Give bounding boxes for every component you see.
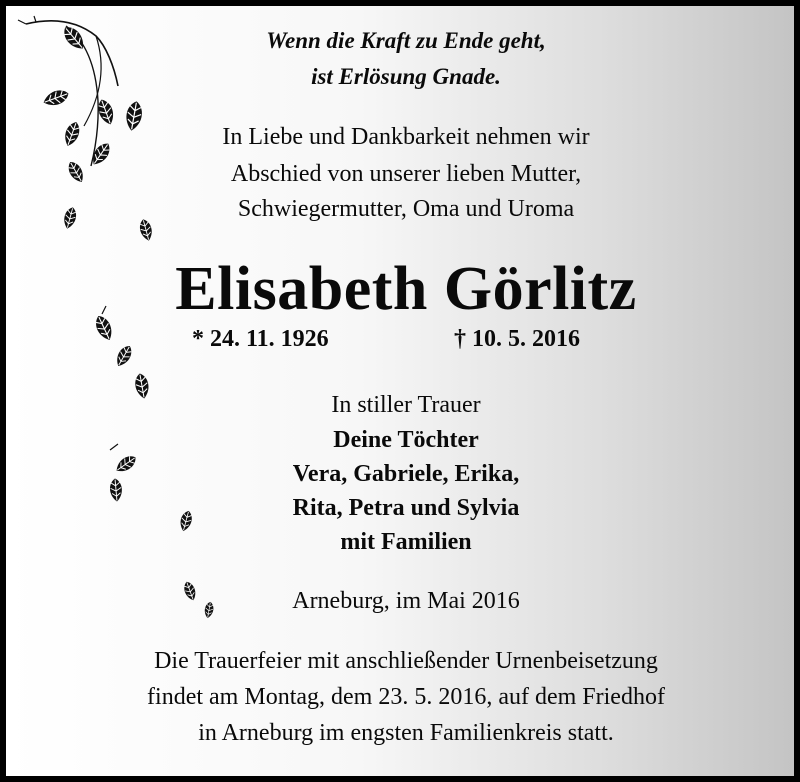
place-date: Arneburg, im Mai 2016 [292, 588, 520, 614]
motto-line-2: ist Erlösung Gnade. [311, 64, 501, 89]
obituary-card [6, 6, 794, 776]
mourners-line-1: Deine Töchter [333, 427, 479, 453]
death-date: † 10. 5. 2016 [454, 326, 580, 352]
mourners-line-4: mit Familien [340, 529, 472, 555]
funeral-line-2: findet am Montag, dem 23. 5. 2016, auf dem Friedhof [147, 684, 665, 710]
mourners-line-3: Rita, Petra und Sylvia [292, 495, 520, 521]
birth-date: * 24. 11. 1926 [192, 326, 329, 352]
funeral-line-3: in Arneburg im engsten Familienkreis statt. [198, 720, 614, 746]
funeral-line-1: Die Trauerfeier mit anschließender Urnenbeisetzung [154, 648, 658, 674]
motto-line-1: Wenn die Kraft zu Ende geht, [266, 28, 546, 53]
deceased-name: Elisabeth Görlitz [175, 255, 637, 323]
mourners-line-2: Vera, Gabriele, Erika, [292, 461, 520, 487]
intro-line-1: In Liebe und Dankbarkeit nehmen wir [222, 124, 590, 150]
intro-line-3: Schwiegermutter, Oma und Uroma [237, 196, 575, 222]
mourning-intro: In stiller Trauer [331, 392, 481, 418]
intro-line-2: Abschied von unserer lieben Mutter, [230, 161, 582, 187]
